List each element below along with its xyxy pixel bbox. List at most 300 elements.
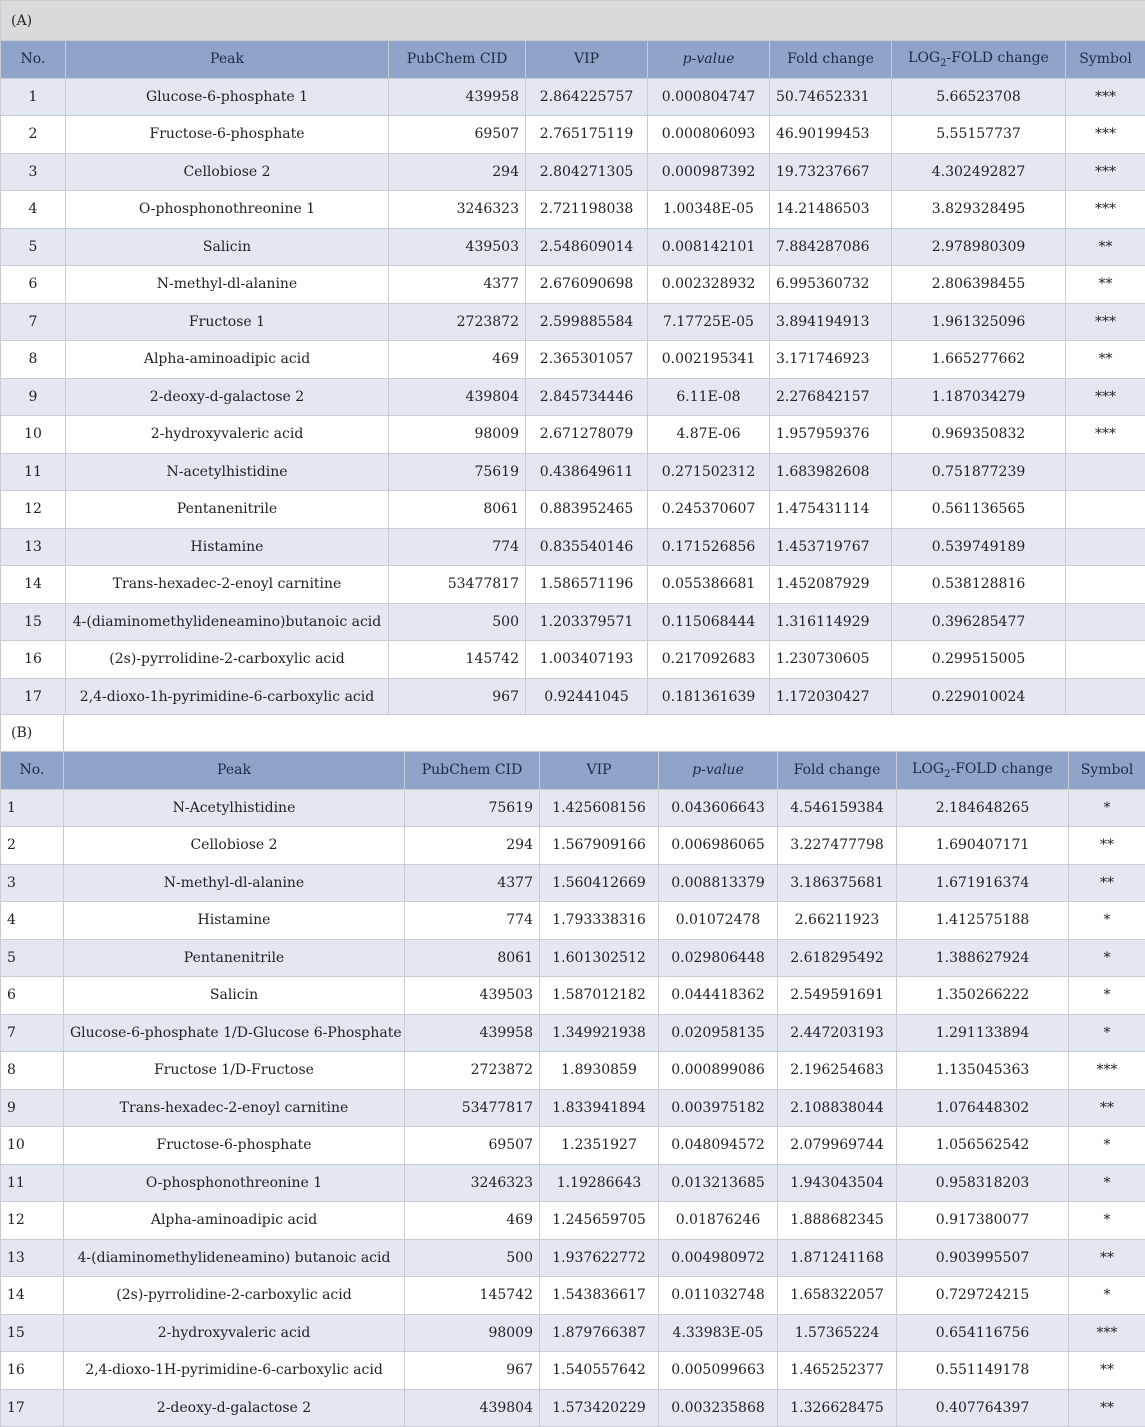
cell-fold-change: 1.452087929	[770, 566, 892, 604]
table-b-caption-row	[1, 715, 1145, 752]
table-row	[1, 1389, 1145, 1427]
cell-p-value: 4.87E-06	[648, 416, 770, 454]
cell-log2-fold-change: 0.969350832	[892, 416, 1066, 454]
cell-vip: 1.349921938	[540, 1014, 659, 1052]
cell-peak: 2,4-dioxo-1h-pyrimidine-6-carboxylic acid	[66, 678, 389, 716]
cell-symbol: *	[1069, 1164, 1145, 1202]
cell-fold-change: 3.227477798	[778, 827, 897, 865]
cell-log2-fold-change: 1.056562542	[897, 1127, 1069, 1165]
cell-vip: 1.937622772	[540, 1239, 659, 1277]
cell-vip: 1.245659705	[540, 1202, 659, 1240]
cell-pubchem-cid: 294	[389, 153, 526, 191]
table-a-caption: (A)	[1, 1, 1145, 41]
cell-symbol: *	[1069, 977, 1145, 1015]
cell-peak: Pentanenitrile	[66, 491, 389, 529]
cell-fold-change: 19.73237667	[770, 153, 892, 191]
cell-p-value: 4.33983E-05	[659, 1314, 778, 1352]
cell-no: 17	[1, 1389, 64, 1427]
table-row	[1, 977, 1145, 1015]
cell-pubchem-cid: 439804	[405, 1389, 540, 1427]
cell-symbol	[1066, 491, 1145, 529]
table-row	[1, 266, 1145, 304]
cell-peak: Pentanenitrile	[64, 939, 405, 977]
header-vip: VIP	[526, 41, 648, 79]
table-row	[1, 1314, 1145, 1352]
cell-p-value: 0.245370607	[648, 491, 770, 529]
cell-symbol: *	[1069, 1127, 1145, 1165]
cell-no: 13	[1, 528, 66, 566]
cell-vip: 2.599885584	[526, 303, 648, 341]
cell-symbol: ***	[1066, 378, 1145, 416]
cell-log2-fold-change: 3.829328495	[892, 191, 1066, 229]
cell-vip: 1.567909166	[540, 827, 659, 865]
cell-pubchem-cid: 439958	[389, 78, 526, 116]
header-log2-fold-change: $LOG_2$-FOLD change	[892, 41, 1066, 79]
cell-p-value: 6.11E-08	[648, 378, 770, 416]
table-row	[1, 1352, 1145, 1390]
cell-pubchem-cid: 469	[405, 1202, 540, 1240]
cell-log2-fold-change: 5.55157737	[892, 116, 1066, 154]
cell-fold-change: 1.957959376	[770, 416, 892, 454]
cell-no: 4	[1, 191, 66, 229]
cell-peak: 2,4-dioxo-1H-pyrimidine-6-carboxylic acid	[64, 1352, 405, 1390]
cell-peak: 2-hydroxyvaleric acid	[64, 1314, 405, 1352]
cell-pubchem-cid: 774	[389, 528, 526, 566]
table-row	[1, 378, 1145, 416]
cell-symbol: ***	[1066, 416, 1145, 454]
cell-log2-fold-change: 0.654116756	[897, 1314, 1069, 1352]
cell-fold-change: 2.196254683	[778, 1052, 897, 1090]
cell-no: 14	[1, 566, 66, 604]
cell-symbol: **	[1066, 266, 1145, 304]
cell-vip: 1.003407193	[526, 641, 648, 679]
cell-peak: Trans-hexadec-2-enoyl carnitine	[66, 566, 389, 604]
cell-vip: 1.833941894	[540, 1089, 659, 1127]
cell-p-value: 0.171526856	[648, 528, 770, 566]
cell-fold-change: 1.475431114	[770, 491, 892, 529]
table-row	[1, 153, 1145, 191]
cell-p-value: 0.01876246	[659, 1202, 778, 1240]
cell-vip: 1.879766387	[540, 1314, 659, 1352]
cell-pubchem-cid: 53477817	[389, 566, 526, 604]
cell-pubchem-cid: 500	[389, 603, 526, 641]
cell-log2-fold-change: 0.561136565	[892, 491, 1066, 529]
cell-vip: 2.864225757	[526, 78, 648, 116]
cell-no: 13	[1, 1239, 64, 1277]
table-row	[1, 939, 1145, 977]
table-b	[0, 714, 1145, 1427]
cell-fold-change: 2.079969744	[778, 1127, 897, 1165]
header-fold-change: Fold change	[770, 41, 892, 79]
cell-fold-change: 1.326628475	[778, 1389, 897, 1427]
cell-fold-change: 1.943043504	[778, 1164, 897, 1202]
table-row	[1, 453, 1145, 491]
table-b-caption: (B)	[1, 715, 64, 752]
cell-no: 1	[1, 789, 64, 827]
cell-fold-change: 6.995360732	[770, 266, 892, 304]
cell-pubchem-cid: 439503	[405, 977, 540, 1015]
cell-vip: 1.573420229	[540, 1389, 659, 1427]
cell-log2-fold-change: 1.388627924	[897, 939, 1069, 977]
cell-no: 6	[1, 977, 64, 1015]
cell-symbol: *	[1069, 1202, 1145, 1240]
cell-symbol: **	[1069, 1089, 1145, 1127]
table-row	[1, 678, 1145, 716]
table-row	[1, 1202, 1145, 1240]
cell-peak: Fructose-6-phosphate	[66, 116, 389, 154]
cell-pubchem-cid: 439804	[389, 378, 526, 416]
cell-symbol: *	[1069, 1014, 1145, 1052]
cell-no: 16	[1, 641, 66, 679]
cell-peak: Histamine	[64, 902, 405, 940]
cell-peak: 2-deoxy-d-galactose 2	[66, 378, 389, 416]
cell-log2-fold-change: 0.958318203	[897, 1164, 1069, 1202]
cell-no: 8	[1, 1052, 64, 1090]
cell-peak: 2-hydroxyvaleric acid	[66, 416, 389, 454]
cell-p-value: 0.271502312	[648, 453, 770, 491]
table-row	[1, 1089, 1145, 1127]
cell-no: 11	[1, 1164, 64, 1202]
cell-vip: 2.365301057	[526, 341, 648, 379]
header-vip: VIP	[540, 752, 659, 790]
table-row	[1, 1014, 1145, 1052]
cell-symbol: ***	[1066, 78, 1145, 116]
header-no: No.	[1, 752, 64, 790]
header-p-value: p-value	[659, 752, 778, 790]
cell-log2-fold-change: 1.350266222	[897, 977, 1069, 1015]
cell-peak: Salicin	[64, 977, 405, 1015]
cell-fold-change: 2.66211923	[778, 902, 897, 940]
header-no: No.	[1, 41, 66, 79]
cell-no: 10	[1, 416, 66, 454]
table-row	[1, 1127, 1145, 1165]
cell-vip: 1.2351927	[540, 1127, 659, 1165]
header-p-value: p-value	[648, 41, 770, 79]
cell-p-value: 0.002328932	[648, 266, 770, 304]
cell-symbol: ***	[1069, 1052, 1145, 1090]
cell-p-value: 0.008813379	[659, 864, 778, 902]
cell-symbol: ***	[1066, 191, 1145, 229]
cell-no: 11	[1, 453, 66, 491]
cell-pubchem-cid: 98009	[405, 1314, 540, 1352]
cell-log2-fold-change: 1.671916374	[897, 864, 1069, 902]
cell-vip: 1.8930859	[540, 1052, 659, 1090]
cell-peak: (2s)-pyrrolidine-2-carboxylic acid	[66, 641, 389, 679]
cell-log2-fold-change: 0.751877239	[892, 453, 1066, 491]
header-pubchem-cid: PubChem CID	[389, 41, 526, 79]
cell-symbol	[1066, 566, 1145, 604]
cell-vip: 1.587012182	[540, 977, 659, 1015]
cell-vip: 2.721198038	[526, 191, 648, 229]
cell-log2-fold-change: 2.806398455	[892, 266, 1066, 304]
cell-peak: Trans-hexadec-2-enoyl carnitine	[64, 1089, 405, 1127]
cell-no: 2	[1, 827, 64, 865]
cell-log2-fold-change: 1.665277662	[892, 341, 1066, 379]
cell-fold-change: 2.447203193	[778, 1014, 897, 1052]
cell-fold-change: 2.108838044	[778, 1089, 897, 1127]
cell-peak: O-phosphonothreonine 1	[66, 191, 389, 229]
table-row	[1, 528, 1145, 566]
cell-no: 1	[1, 78, 66, 116]
cell-no: 15	[1, 1314, 64, 1352]
cell-pubchem-cid: 774	[405, 902, 540, 940]
cell-log2-fold-change: 0.917380077	[897, 1202, 1069, 1240]
cell-vip: 2.671278079	[526, 416, 648, 454]
cell-p-value: 1.00348E-05	[648, 191, 770, 229]
cell-vip: 1.203379571	[526, 603, 648, 641]
cell-vip: 2.845734446	[526, 378, 648, 416]
cell-peak: 4-(diaminomethylideneamino)butanoic acid	[66, 603, 389, 641]
cell-peak: Fructose-6-phosphate	[64, 1127, 405, 1165]
cell-no: 9	[1, 1089, 64, 1127]
header-log2-fold-change: $LOG_2$-FOLD change	[897, 752, 1069, 790]
cell-vip: 2.765175119	[526, 116, 648, 154]
cell-p-value: 0.181361639	[648, 678, 770, 716]
cell-pubchem-cid: 294	[405, 827, 540, 865]
table-row	[1, 902, 1145, 940]
cell-pubchem-cid: 439958	[405, 1014, 540, 1052]
cell-peak: 2-deoxy-d-galactose 2	[64, 1389, 405, 1427]
table-row	[1, 491, 1145, 529]
cell-vip: 1.586571196	[526, 566, 648, 604]
cell-pubchem-cid: 500	[405, 1239, 540, 1277]
cell-vip: 2.548609014	[526, 228, 648, 266]
cell-symbol: *	[1069, 902, 1145, 940]
cell-pubchem-cid: 469	[389, 341, 526, 379]
cell-fold-change: 1.465252377	[778, 1352, 897, 1390]
cell-peak: Salicin	[66, 228, 389, 266]
cell-pubchem-cid: 8061	[389, 491, 526, 529]
table-row	[1, 303, 1145, 341]
cell-pubchem-cid: 145742	[389, 641, 526, 679]
cell-symbol: **	[1066, 341, 1145, 379]
cell-log2-fold-change: 0.407764397	[897, 1389, 1069, 1427]
cell-symbol: ***	[1066, 303, 1145, 341]
cell-log2-fold-change: 0.396285477	[892, 603, 1066, 641]
table-row	[1, 566, 1145, 604]
cell-peak: Glucose-6-phosphate 1/D-Glucose 6-Phosphate	[64, 1014, 405, 1052]
cell-fold-change: 2.276842157	[770, 378, 892, 416]
table-b-caption-spacer	[64, 715, 1145, 752]
table-row	[1, 827, 1145, 865]
cell-peak: 4-(diaminomethylideneamino) butanoic acid	[64, 1239, 405, 1277]
cell-symbol: **	[1069, 864, 1145, 902]
cell-peak: (2s)-pyrrolidine-2-carboxylic acid	[64, 1277, 405, 1315]
table-row	[1, 116, 1145, 154]
cell-fold-change: 1.871241168	[778, 1239, 897, 1277]
table-row	[1, 789, 1145, 827]
cell-p-value: 0.217092683	[648, 641, 770, 679]
cell-peak: Cellobiose 2	[66, 153, 389, 191]
cell-fold-change: 2.618295492	[778, 939, 897, 977]
table-row	[1, 1052, 1145, 1090]
cell-vip: 1.540557642	[540, 1352, 659, 1390]
cell-symbol: *	[1069, 789, 1145, 827]
cell-p-value: 0.008142101	[648, 228, 770, 266]
cell-p-value: 0.006986065	[659, 827, 778, 865]
header-symbol: Symbol	[1069, 752, 1145, 790]
header-peak: Peak	[64, 752, 405, 790]
cell-log2-fold-change: 4.302492827	[892, 153, 1066, 191]
cell-pubchem-cid: 4377	[389, 266, 526, 304]
cell-fold-change: 1.57365224	[778, 1314, 897, 1352]
cell-log2-fold-change: 0.539749189	[892, 528, 1066, 566]
cell-vip: 2.804271305	[526, 153, 648, 191]
cell-log2-fold-change: 0.729724215	[897, 1277, 1069, 1315]
cell-peak: N-methyl-dl-alanine	[66, 266, 389, 304]
cell-p-value: 0.003235868	[659, 1389, 778, 1427]
cell-vip: 0.438649611	[526, 453, 648, 491]
cell-p-value: 0.002195341	[648, 341, 770, 379]
cell-pubchem-cid: 967	[389, 678, 526, 716]
cell-log2-fold-change: 0.903995507	[897, 1239, 1069, 1277]
cell-log2-fold-change: 1.690407171	[897, 827, 1069, 865]
cell-no: 6	[1, 266, 66, 304]
cell-log2-fold-change: 0.538128816	[892, 566, 1066, 604]
cell-p-value: 0.005099663	[659, 1352, 778, 1390]
cell-p-value: 0.029806448	[659, 939, 778, 977]
cell-symbol: *	[1069, 939, 1145, 977]
cell-log2-fold-change: 1.961325096	[892, 303, 1066, 341]
cell-log2-fold-change: 0.551149178	[897, 1352, 1069, 1390]
cell-vip: 0.835540146	[526, 528, 648, 566]
cell-p-value: 0.003975182	[659, 1089, 778, 1127]
table-row	[1, 341, 1145, 379]
cell-vip: 1.425608156	[540, 789, 659, 827]
cell-p-value: 0.000804747	[648, 78, 770, 116]
cell-peak: N-Acetylhistidine	[64, 789, 405, 827]
table-a-header-row	[1, 41, 1145, 79]
cell-fold-change: 4.546159384	[778, 789, 897, 827]
cell-peak: Cellobiose 2	[64, 827, 405, 865]
cell-vip: 1.543836617	[540, 1277, 659, 1315]
cell-pubchem-cid: 69507	[389, 116, 526, 154]
cell-p-value: 0.043606643	[659, 789, 778, 827]
cell-no: 3	[1, 153, 66, 191]
cell-pubchem-cid: 98009	[389, 416, 526, 454]
cell-pubchem-cid: 145742	[405, 1277, 540, 1315]
table-row	[1, 191, 1145, 229]
cell-fold-change: 3.171746923	[770, 341, 892, 379]
cell-no: 7	[1, 1014, 64, 1052]
cell-p-value: 0.000899086	[659, 1052, 778, 1090]
cell-vip: 0.883952465	[526, 491, 648, 529]
table-row	[1, 228, 1145, 266]
cell-pubchem-cid: 2723872	[405, 1052, 540, 1090]
cell-fold-change: 1.316114929	[770, 603, 892, 641]
table-b-header-row	[1, 752, 1145, 790]
cell-p-value: 0.055386681	[648, 566, 770, 604]
cell-p-value: 0.115068444	[648, 603, 770, 641]
cell-no: 10	[1, 1127, 64, 1165]
cell-log2-fold-change: 1.187034279	[892, 378, 1066, 416]
cell-pubchem-cid: 3246323	[389, 191, 526, 229]
cell-peak: N-methyl-dl-alanine	[64, 864, 405, 902]
cell-symbol	[1066, 453, 1145, 491]
cell-fold-change: 1.230730605	[770, 641, 892, 679]
cell-symbol: ***	[1069, 1314, 1145, 1352]
cell-log2-fold-change: 0.229010024	[892, 678, 1066, 716]
cell-pubchem-cid: 75619	[405, 789, 540, 827]
cell-no: 16	[1, 1352, 64, 1390]
cell-no: 8	[1, 341, 66, 379]
cell-no: 14	[1, 1277, 64, 1315]
cell-fold-change: 1.888682345	[778, 1202, 897, 1240]
cell-log2-fold-change: 1.076448302	[897, 1089, 1069, 1127]
cell-fold-change: 14.21486503	[770, 191, 892, 229]
cell-pubchem-cid: 3246323	[405, 1164, 540, 1202]
cell-p-value: 0.013213685	[659, 1164, 778, 1202]
cell-no: 5	[1, 228, 66, 266]
table-row	[1, 1239, 1145, 1277]
cell-no: 12	[1, 491, 66, 529]
cell-peak: O-phosphonothreonine 1	[64, 1164, 405, 1202]
cell-no: 3	[1, 864, 64, 902]
cell-no: 2	[1, 116, 66, 154]
header-fold-change: Fold change	[778, 752, 897, 790]
cell-p-value: 0.044418362	[659, 977, 778, 1015]
cell-symbol: **	[1069, 1352, 1145, 1390]
cell-log2-fold-change: 0.299515005	[892, 641, 1066, 679]
cell-p-value: 0.000806093	[648, 116, 770, 154]
cell-p-value: 0.004980972	[659, 1239, 778, 1277]
cell-pubchem-cid: 8061	[405, 939, 540, 977]
cell-symbol: **	[1066, 228, 1145, 266]
cell-pubchem-cid: 2723872	[389, 303, 526, 341]
cell-p-value: 0.048094572	[659, 1127, 778, 1165]
table-row	[1, 1164, 1145, 1202]
cell-p-value: 0.01072478	[659, 902, 778, 940]
cell-fold-change: 46.90199453	[770, 116, 892, 154]
cell-log2-fold-change: 1.135045363	[897, 1052, 1069, 1090]
cell-p-value: 7.17725E-05	[648, 303, 770, 341]
cell-peak: Histamine	[66, 528, 389, 566]
cell-pubchem-cid: 53477817	[405, 1089, 540, 1127]
cell-vip: 1.560412669	[540, 864, 659, 902]
table-row	[1, 864, 1145, 902]
cell-log2-fold-change: 2.184648265	[897, 789, 1069, 827]
cell-fold-change: 1.172030427	[770, 678, 892, 716]
cell-vip: 1.601302512	[540, 939, 659, 977]
cell-vip: 0.92441045	[526, 678, 648, 716]
table-a-caption-row	[1, 1, 1145, 41]
cell-symbol: **	[1069, 1239, 1145, 1277]
cell-p-value: 0.000987392	[648, 153, 770, 191]
header-symbol: Symbol	[1066, 41, 1145, 79]
cell-peak: Fructose 1/D-Fructose	[64, 1052, 405, 1090]
cell-log2-fold-change: 2.978980309	[892, 228, 1066, 266]
cell-no: 4	[1, 902, 64, 940]
header-peak: Peak	[66, 41, 389, 79]
cell-no: 9	[1, 378, 66, 416]
cell-symbol: **	[1069, 827, 1145, 865]
cell-peak: Alpha-aminoadipic acid	[66, 341, 389, 379]
cell-fold-change: 7.884287086	[770, 228, 892, 266]
table-row	[1, 78, 1145, 116]
cell-p-value: 0.011032748	[659, 1277, 778, 1315]
cell-log2-fold-change: 5.66523708	[892, 78, 1066, 116]
cell-log2-fold-change: 1.291133894	[897, 1014, 1069, 1052]
cell-fold-change: 1.683982608	[770, 453, 892, 491]
table-row	[1, 416, 1145, 454]
cell-symbol	[1066, 678, 1145, 716]
cell-symbol: **	[1069, 1389, 1145, 1427]
cell-symbol	[1066, 603, 1145, 641]
cell-pubchem-cid: 75619	[389, 453, 526, 491]
cell-fold-change: 2.549591691	[778, 977, 897, 1015]
header-pubchem-cid: PubChem CID	[405, 752, 540, 790]
cell-vip: 2.676090698	[526, 266, 648, 304]
